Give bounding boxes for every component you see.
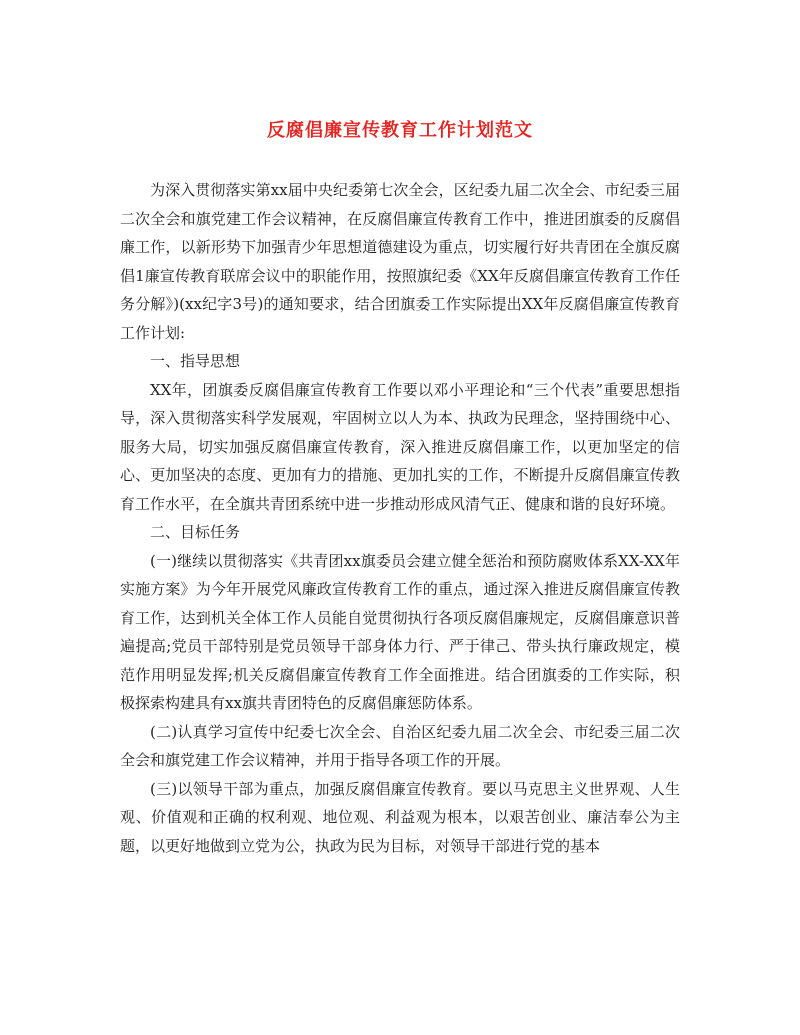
document-body bbox=[120, 176, 680, 860]
document-title: 反腐倡廉宣传教育工作计划范文 bbox=[267, 120, 533, 141]
intro-paragraph: 为深入贯彻落实第xx届中央纪委第七次全会，区纪委九届二次全会、市纪委三届二次全会和旗党建工作会议精神，在反腐倡廉宣传教育工作中，推进团旗委的反腐倡廉工作，以新形势下加强青少年思想道德建设为重点，切实履行好共青团在全旗反腐倡1廉宣传教育联席会议中的职能作用，按照旗纪委《XX年反腐倡廉宣传教育工作任务分解》)(xx纪字3号)的通知要求，结合团旗委工作实际提出XX年反腐倡廉宣传教育工作计划: bbox=[120, 181, 680, 342]
guiding-ideology-paragraph: XX年，团旗委反腐倡廉宣传教育工作要以邓小平理论和“三个代表”重要思想指导，深入贯彻落实科学发展观，牢固树立以人为本、执政为民理念，坚持围绕中心、服务大局，切实加强反腐倡廉宣传教育，深入推进反腐倡廉工作，以更加坚定的信心、更加坚决的态度、更加有力的措施、更加扎实的工作，不断提升反腐倡廉宣传教育工作水平，在全旗共青团系统中进一步推动形成风清气正、健康和谐的良好环境。 bbox=[120, 380, 680, 513]
goal-item-2: (二)认真学习宣传中纪委七次全会、自治区纪委九届二次全会、市纪委三届二次全会和旗党建工作会议精神，并用于指导各项工作的开展。 bbox=[120, 722, 680, 769]
section-heading-guiding-ideology: 一、指导思想 bbox=[150, 352, 241, 370]
goal-item-1: (一)继续以贯彻落实《共青团xx旗委员会建立健全惩治和预防腐败体系XX-XX年实施方案》为今年开展党风廉政宣传教育工作的重点，通过深入推进反腐倡廉宣传教育工作，达到机关全体工作人员能自觉贯彻执行各项反腐倡廉规定，反腐倡廉意识普遍提高;党员干部特别是党员领导干部身体力行、严于律己、带头执行廉政规定，模范作用明显发挥;机关反腐倡廉宣传教育工作全面推进。结合团旗委的工作实际，积极探索构建具有xx旗共青团特色的反腐倡廉惩防体系。 bbox=[120, 551, 680, 712]
section-heading-goals: 二、目标任务 bbox=[150, 523, 241, 541]
goal-item-3: (三)以领导干部为重点，加强反腐倡廉宣传教育。要以马克思主义世界观、人生观、价值观和正确的权利观、地位观、利益观为根本，以艰苦创业、廉洁奉公为主题，以更好地做到立党为公，执政为民为目标，对领导干部进行党的基本 bbox=[120, 779, 680, 855]
